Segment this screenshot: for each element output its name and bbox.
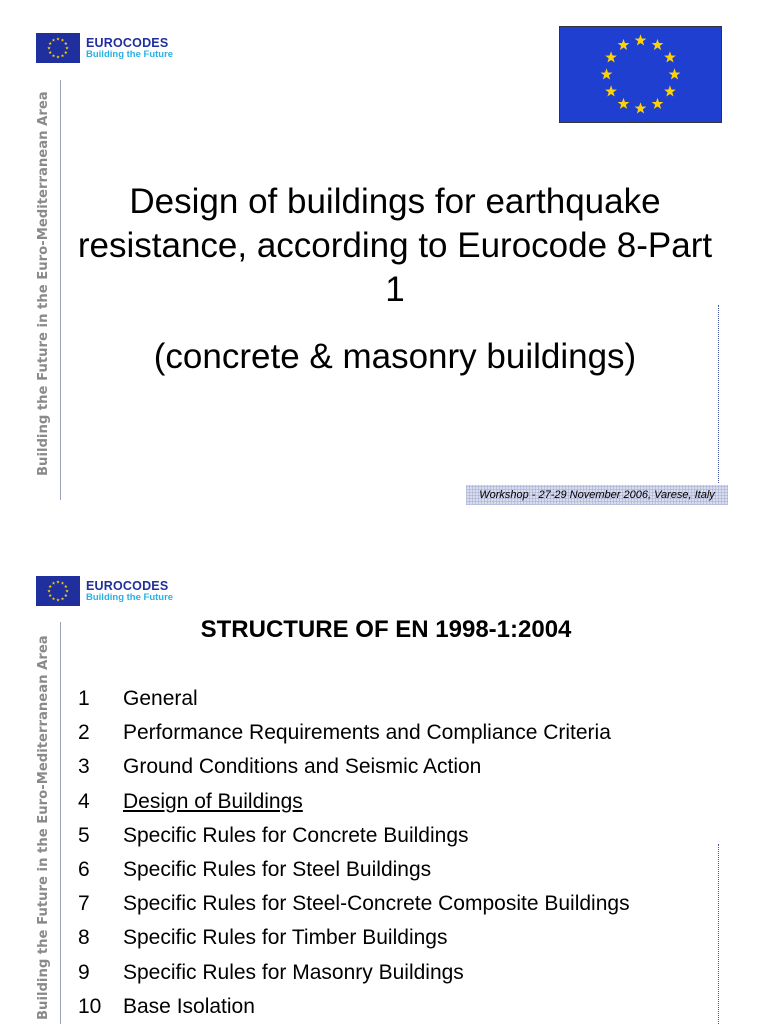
toc-item-label: Specific Rules for Masonry Buildings (123, 960, 464, 984)
toc-item-label: Ground Conditions and Seismic Action (123, 755, 482, 779)
star-icon (652, 39, 664, 50)
toc-item (78, 682, 630, 716)
star-icon (669, 68, 681, 79)
star-icon (65, 589, 68, 592)
eu-logo-flag-icon (36, 33, 80, 63)
side-banner-text: Building the Future in the Euro-Mediterranean Area (36, 635, 51, 1020)
toc-item-number: 2 (78, 721, 90, 745)
toc-item (78, 819, 630, 853)
toc-item-label: Performance Requirements and Compliance Criteria (123, 721, 611, 745)
toc-item-number: 3 (78, 755, 90, 779)
dotted-divider (718, 305, 719, 483)
toc-item-number: 1 (78, 687, 90, 711)
star-icon (47, 46, 50, 49)
eurocodes-logo (36, 33, 173, 63)
star-icon (61, 597, 64, 600)
logo-title: EUROCODES (86, 578, 169, 593)
star-icon (605, 85, 617, 96)
star-icon (601, 68, 613, 79)
star-icon (618, 39, 630, 50)
structure-title: STRUCTURE OF EN 1998-1:2004 (200, 616, 572, 643)
star-icon (61, 581, 64, 584)
toc-item-number: 4 (78, 789, 90, 813)
toc-item (78, 853, 630, 887)
star-icon (48, 42, 51, 45)
star-icon (52, 581, 55, 584)
star-icon (64, 42, 67, 45)
toc-item (78, 716, 630, 750)
star-icon (61, 54, 64, 57)
star-icon (56, 37, 59, 40)
toc-item-label: Specific Rules for Concrete Buildings (123, 823, 469, 847)
eu-logo-flag-icon (36, 576, 80, 606)
toc-item-number: 7 (78, 892, 90, 916)
star-icon (56, 580, 59, 583)
eurocodes-logo (36, 576, 173, 606)
star-icon (48, 585, 51, 588)
star-icon (664, 51, 676, 62)
star-icon (64, 51, 67, 54)
slide-2 (0, 562, 768, 1024)
star-icon (52, 54, 55, 57)
star-icon (65, 46, 68, 49)
star-icon (56, 598, 59, 601)
toc-item-label: General (123, 687, 198, 711)
star-icon (48, 594, 51, 597)
logo-subtitle: Building the Future (86, 49, 174, 60)
star-icon (605, 51, 617, 62)
star-icon (664, 85, 676, 96)
toc-item-label: Specific Rules for Timber Buildings (123, 926, 448, 950)
toc-item-number: 10 (78, 994, 102, 1018)
star-icon (47, 589, 50, 592)
star-icon (618, 98, 630, 109)
star-icon (635, 34, 647, 45)
star-icon (48, 51, 51, 54)
toc-item (78, 990, 630, 1024)
side-divider (60, 80, 61, 500)
star-icon (52, 38, 55, 41)
toc-item-number: 9 (78, 960, 90, 984)
toc-item-label: Specific Rules for Steel Buildings (123, 858, 432, 882)
toc-item-label: Design of Buildings (123, 789, 303, 813)
logo-title: EUROCODES (86, 35, 169, 50)
toc-item-number: 8 (78, 926, 90, 950)
side-divider (60, 622, 61, 1024)
dotted-divider (718, 844, 719, 1024)
toc-item-number: 6 (78, 858, 90, 882)
star-icon (635, 102, 647, 113)
eu-flag-icon (559, 26, 722, 123)
star-icon (64, 585, 67, 588)
toc-item (78, 750, 630, 784)
star-icon (652, 98, 664, 109)
workshop-footer: Workshop - 27-29 November 2006, Varese, Italy (466, 485, 728, 505)
toc-item (78, 956, 630, 990)
star-icon (64, 594, 67, 597)
toc-item-label: Base Isolation (123, 994, 255, 1018)
toc-item (78, 785, 630, 819)
slide-title: Design of buildings for earthquake resistance, according to Eurocode 8-Part 1 (77, 182, 713, 309)
star-icon (61, 38, 64, 41)
side-banner-text: Building the Future in the Euro-Mediterranean Area (36, 91, 51, 476)
star-icon (56, 55, 59, 58)
slide-subtitle: (concrete & masonry buildings) (153, 337, 637, 376)
table-of-contents (78, 682, 630, 1024)
toc-item-label: Specific Rules for Steel-Concrete Composite Buildings (123, 892, 630, 916)
logo-subtitle: Building the Future (86, 592, 174, 603)
toc-item (78, 887, 630, 921)
star-icon (52, 597, 55, 600)
toc-item-number: 5 (78, 823, 90, 847)
toc-item (78, 921, 630, 955)
